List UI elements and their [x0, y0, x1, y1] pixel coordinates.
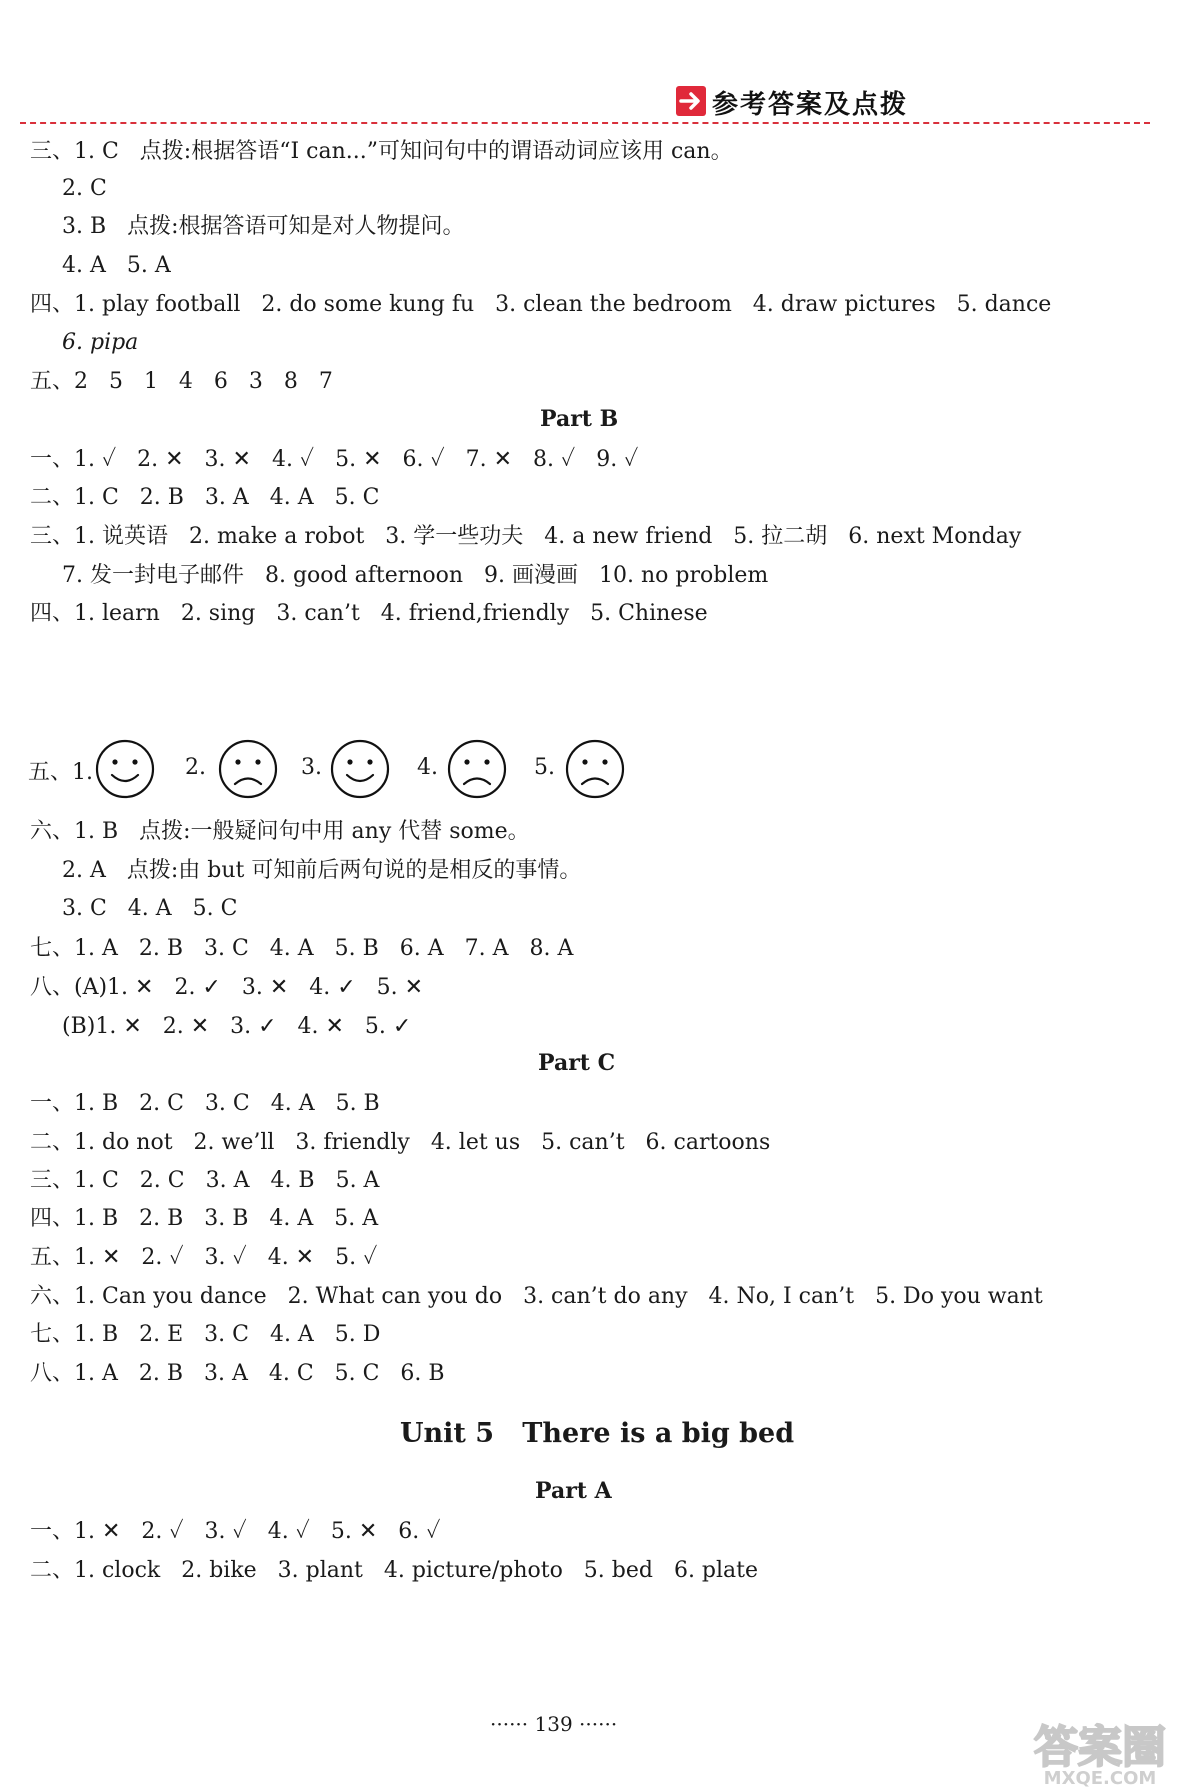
answer-line: 六、1. Can you dance 2. What can you do 3. can’t do any 4. No, I can’t 5. Do you want [30, 1284, 1043, 1309]
answer-line: 二、1. C 2. B 3. A 4. A 5. C [30, 485, 380, 510]
answer-line: (B)1. ✕ 2. ✕ 3. ✓ 4. ✕ 5. ✓ [62, 1014, 412, 1039]
answer-line: 一、1. ✓ 2. ✕ 3. ✕ 4. ✓ 5. ✕ 6. ✓ 7. ✕ 8. ✓ 9. ✓ [30, 447, 639, 472]
svg-text:答案圈: 答案圈 [1034, 1722, 1166, 1773]
smiley-face-icon [93, 737, 157, 801]
unit-title: Unit 5 There is a big bed [400, 1418, 795, 1449]
sad-face-icon [563, 737, 627, 801]
arrow-icon [676, 86, 706, 116]
answer-line: 七、1. A 2. B 3. C 4. A 5. B 6. A 7. A 8. A [30, 936, 574, 961]
page-number: ······ 139 ······ [490, 1712, 618, 1736]
answer-line: 4. A 5. A [62, 253, 171, 278]
answer-line: 7. 发一封电子邮件 8. good afternoon 9. 画漫画 10. no problem [62, 563, 769, 588]
section-heading-part-a: Part A [535, 1478, 612, 1504]
answer-line: 2. A 点拨:由 but 可知前后两句说的是相反的事情。 [62, 858, 582, 883]
header-title: 参考答案及点拨 [712, 90, 909, 120]
face-label: 2. [185, 755, 206, 780]
answer-line: 三、1. C 2. C 3. A 4. B 5. A [30, 1168, 380, 1193]
svg-text:MXQE.COM: MXQE.COM [1043, 1768, 1157, 1788]
answer-line: 二、1. clock 2. bike 3. plant 4. picture/photo 5. bed 6. plate [30, 1558, 759, 1583]
answer-line: 三、1. C 点拨:根据答语“I can...”可知问句中的谓语动词应该用 can。 [30, 139, 733, 164]
answer-line: 三、1. 说英语 2. make a robot 3. 学一些功夫 4. a new friend 5. 拉二胡 6. next Monday [30, 524, 1022, 549]
sad-face-icon [445, 737, 509, 801]
face-label: 3. [301, 755, 322, 780]
answer-line: 2. C [62, 176, 107, 201]
answer-line: 四、1. learn 2. sing 3. can’t 4. friend,friendly 5. Chinese [30, 601, 708, 626]
watermark-logo [1010, 1718, 1190, 1788]
answer-line: 八、(A)1. ✕ 2. ✓ 3. ✕ 4. ✓ 5. ✕ [30, 975, 424, 1000]
answer-line: 一、1. ✕ 2. ✓ 3. ✓ 4. ✓ 5. ✕ 6. ✓ [30, 1519, 441, 1544]
smiley-face-icon [328, 737, 392, 801]
face-label: 4. [417, 755, 438, 780]
answer-line: 六、1. B 点拨:一般疑问句中用 any 代替 some。 [30, 819, 530, 844]
answer-line: 3. B 点拨:根据答语可知是对人物提问。 [62, 214, 465, 239]
answer-line: 七、1. B 2. E 3. C 4. A 5. D [30, 1322, 381, 1347]
answer-line: 6. pipa [62, 330, 139, 355]
answer-line: 五、1. ✕ 2. ✓ 3. ✓ 4. ✕ 5. ✓ [30, 1245, 378, 1270]
answer-line: 五、2 5 1 4 6 3 8 7 [30, 369, 333, 394]
face-prefix: 五、1. [28, 760, 93, 785]
answer-line: 八、1. A 2. B 3. A 4. C 5. C 6. B [30, 1361, 445, 1386]
answer-line: 四、1. play football 2. do some kung fu 3. clean the bedroom 4. draw pictures 5. dance [30, 292, 1052, 317]
section-heading-part-b: Part B [540, 406, 619, 432]
section-heading-part-c: Part C [538, 1050, 616, 1076]
answer-line: 二、1. do not 2. we’ll 3. friendly 4. let us 5. can’t 6. cartoons [30, 1130, 771, 1155]
face-label: 5. [534, 755, 555, 780]
header-divider [20, 122, 1150, 124]
answer-line: 四、1. B 2. B 3. B 4. A 5. A [30, 1206, 379, 1231]
answer-line: 一、1. B 2. C 3. C 4. A 5. B [30, 1091, 380, 1116]
page-header [0, 78, 1199, 118]
answer-line: 3. C 4. A 5. C [62, 896, 238, 921]
face-answers [28, 735, 728, 805]
sad-face-icon [216, 737, 280, 801]
